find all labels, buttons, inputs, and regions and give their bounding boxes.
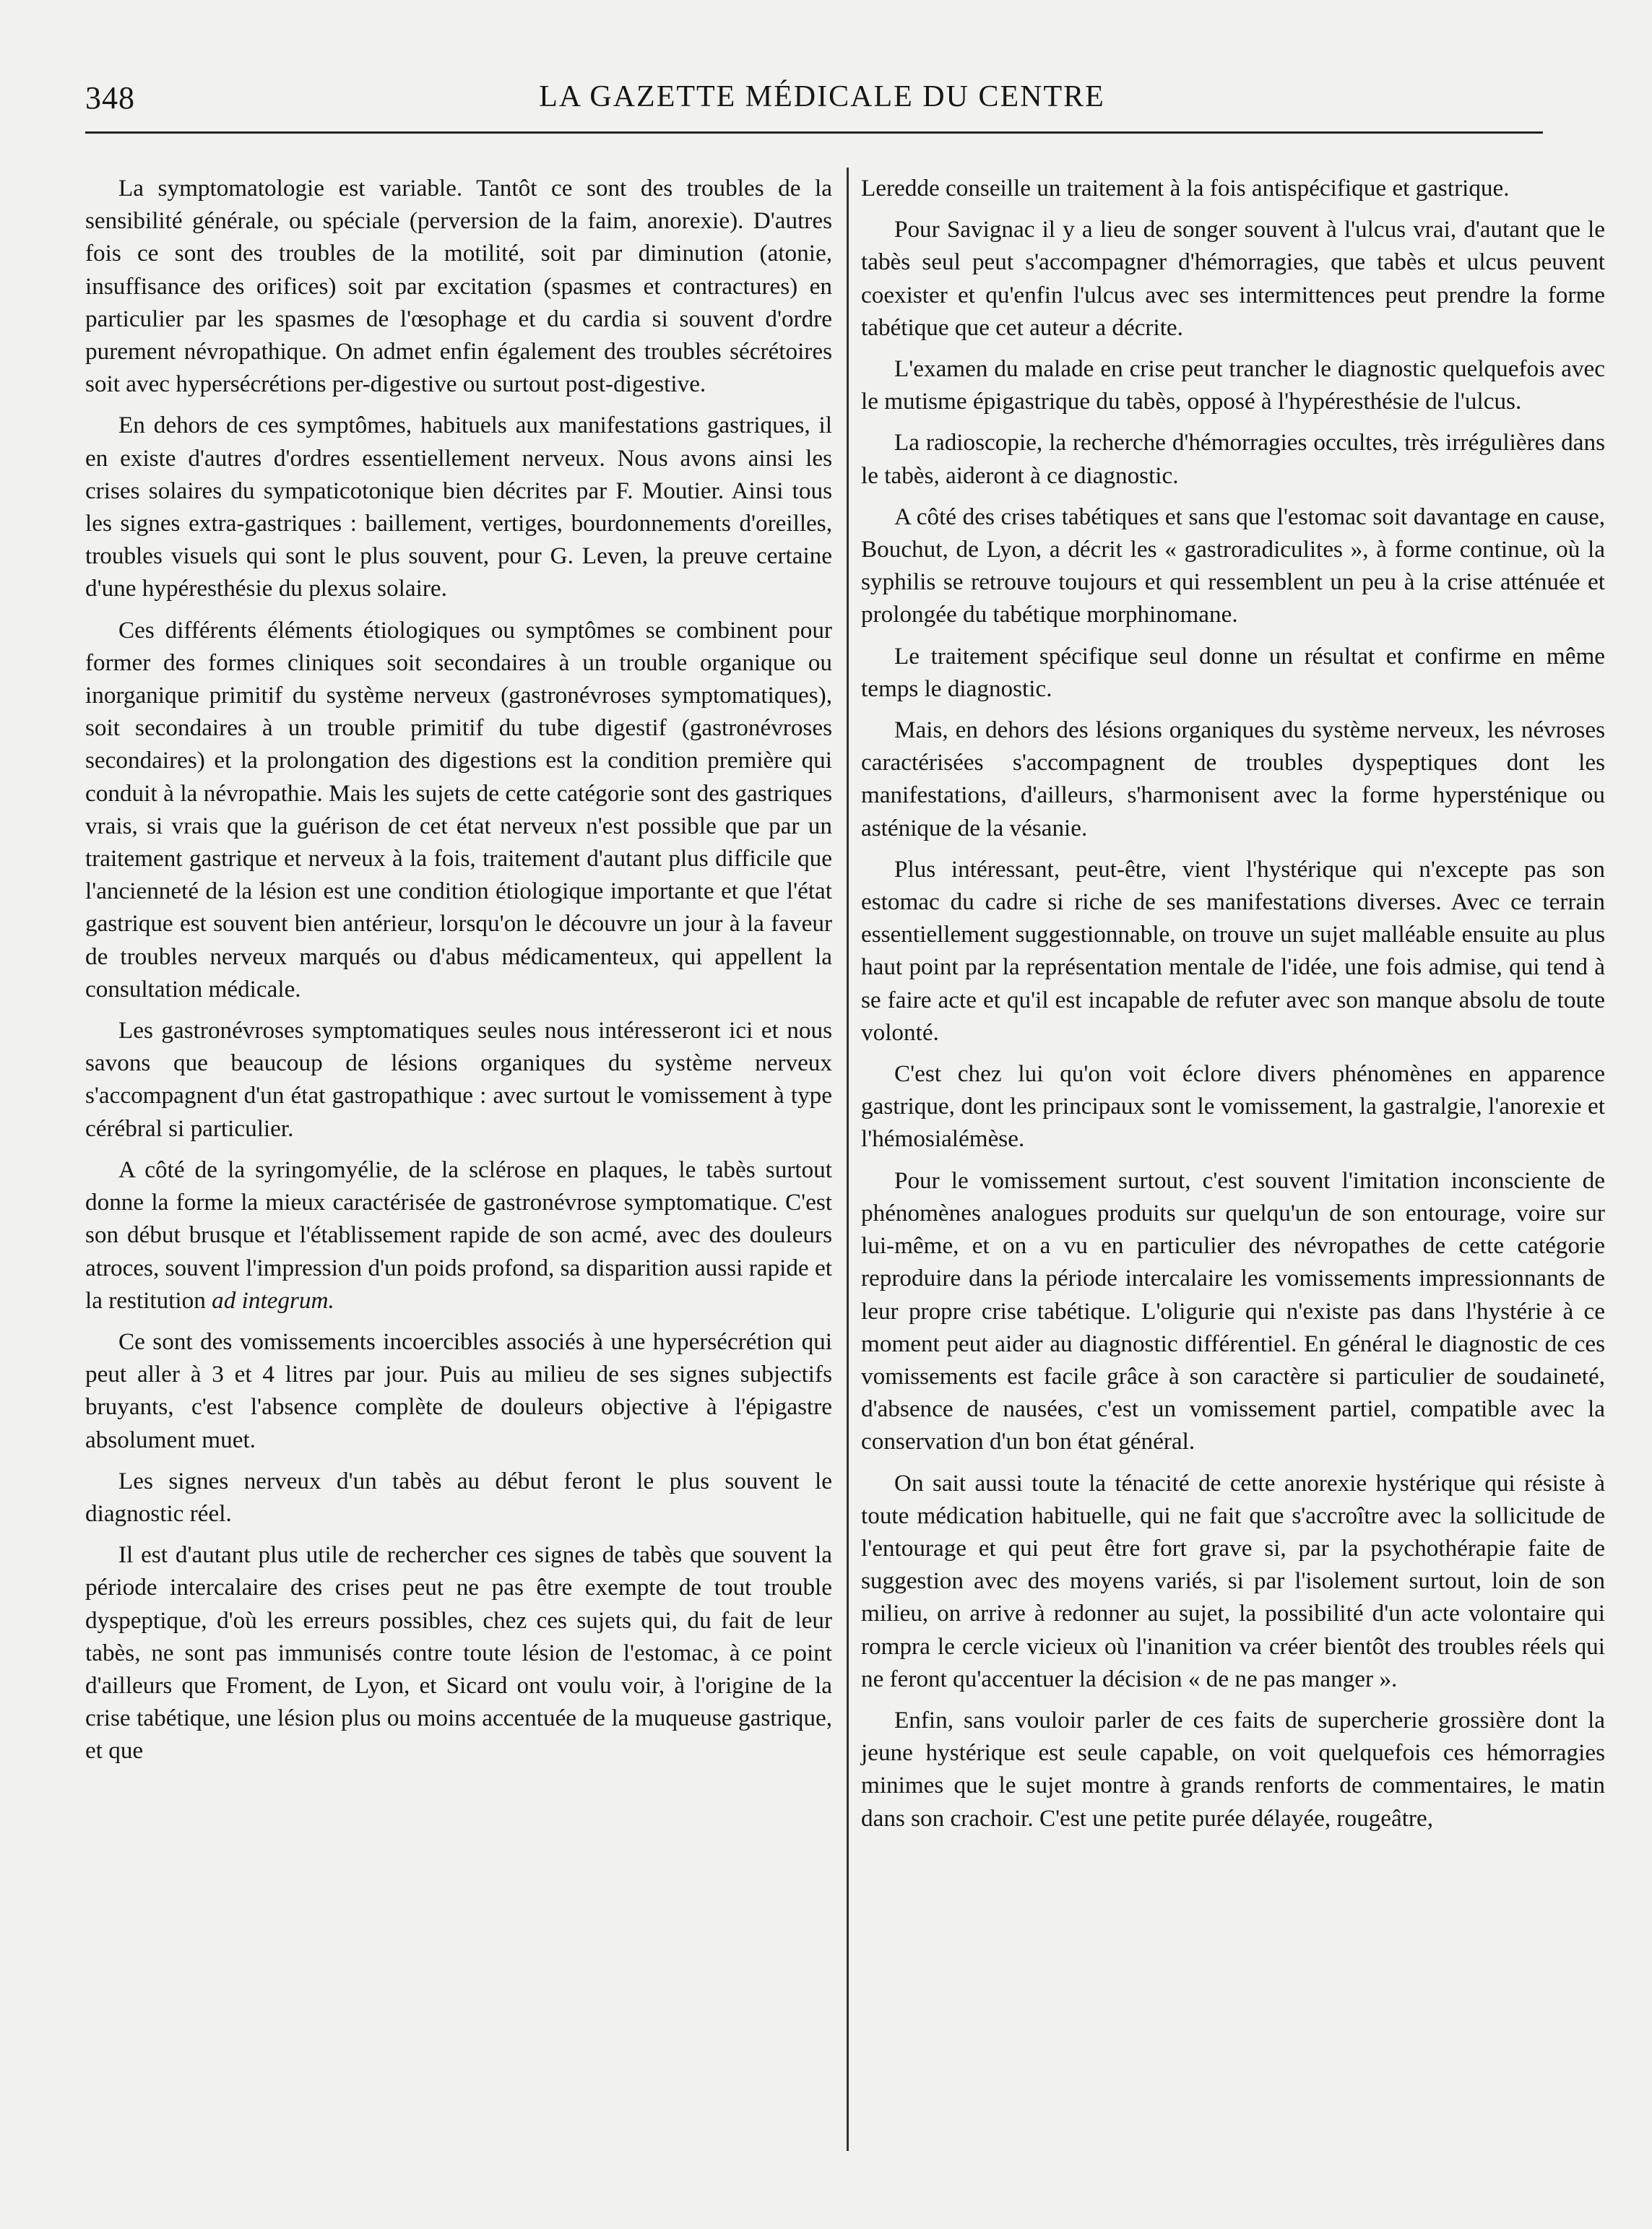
paragraph: La radioscopie, la recherche d'hémorragies occultes, très irrégulières dans le tabès, aideront à ce diagnostic.	[861, 429, 1605, 489]
paragraph: A côté des crises tabétiques et sans que l'estomac soit davantage en cause, Bouchut, de Lyon, a décrit les « gastroradiculites », à forme continue, où la syphilis se retrouve toujours et qui ressemblent un peu à la crise atténuée et prolongée du tabétique morphinomane.	[861, 503, 1605, 628]
page-number: 348	[85, 80, 135, 116]
paragraph: Pour Savignac il y a lieu de songer souvent à l'ulcus vrai, d'autant que le tabès seul peut s'accompagner d'hémorragies, que tabès et ulcus peuvent coexister et qu'enfin l'ulcus avec ses intermittences peut prendre la forme tabétique que cet auteur a décrite.	[861, 216, 1605, 341]
left-column	[85, 172, 832, 1776]
paragraph: Le traitement spécifique seul donne un résultat et confirme en même temps le diagnostic.	[861, 642, 1605, 702]
paragraph: Ces différents éléments étiologiques ou symptômes se combinent pour former des formes cliniques soit secondaires à un trouble organique ou inorganique primitif du système nerveux (gastronévroses symptomatiques), soit secondaires à un trouble primitif du tube digestif (gastronévroses secondaires) et la prolongation des digestions est la condition première qui conduit à la névropathie. Mais les sujets de cette catégorie sont des gastriques vrais, si vrais que la guérison de cet état nerveux n'est possible que par un traitement gastrique et nerveux à la fois, traitement d'autant plus difficile que l'ancienneté de la lésion est une condition étiologique importante et que l'état gastrique est souvent bien antérieur, lorsqu'on le découvre un jour à la faveur de troubles nerveux marqués ou d'abus médicamenteux, qui appellent la consultation médicale.	[85, 616, 832, 1003]
paragraph: Enfin, sans vouloir parler de ces faits de supercherie grossière dont la jeune hystérique est seule capable, on voit quelquefois ces hémorragies minimes que le sujet montre à grands renforts de commentaires, le matin dans son crachoir. C'est une petite purée délayée, rougeâtre,	[861, 1706, 1605, 1832]
paragraph-continued: Leredde conseille un traitement à la fois antispécifique et gastrique.	[861, 175, 1510, 202]
paragraph: Ce sont des vomissements incoercibles associés à une hypersécrétion qui peut aller à 3 et 4 litres par jour. Puis au milieu de ses signes subjectifs bruyants, c'est l'absence complète de douleurs objective à l'épigastre absolument muet.	[85, 1328, 832, 1453]
paragraph: En dehors de ces symptômes, habituels aux manifestations gastriques, il en existe d'autres d'ordres essentiellement nerveux. Nous avons ainsi les crises solaires du sympaticotonique bien décrites par F. Moutier. Ainsi tous les signes extra-gastriques : baillement, vertiges, bourdonnements d'oreilles, troubles visuels qui sont le plus souvent, pour G. Leven, la preuve certaine d'une hypéresthésie du plexus solaire.	[85, 412, 832, 602]
paragraph-text: A côté de la syringomyélie, de la sclérose en plaques, le tabès surtout donne la forme la mieux caractérisée de gastronévrose symptomatique. C'est son début brusque et l'établissement rapide de son acmé, avec des douleurs atroces, souvent l'impression d'un poids profond, sa disparition aussi rapide et la restitution	[85, 1156, 832, 1314]
paragraph: Les signes nerveux d'un tabès au début feront le plus souvent le diagnostic réel.	[85, 1467, 832, 1527]
paragraph	[85, 1154, 832, 1317]
paragraph: Plus intéressant, peut-être, vient l'hystérique qui n'excepte pas son estomac du cadre si riche de ses manifestations diverses. Avec ce terrain essentiellement suggestionnable, on trouve un sujet malléable ensuite au plus haut point par la représentation mentale de l'idée, une fois admise, qui tend à se faire acte et qu'il est incapable de refuter avec son manque absolu de toute volonté.	[861, 855, 1605, 1046]
latin-phrase: ad integrum.	[212, 1286, 334, 1314]
column-divider	[847, 168, 849, 2151]
paragraph: L'examen du malade en crise peut trancher le diagnostic quelquefois avec le mutisme épigastrique du tabès, opposé à l'hypéresthésie de l'ulcus.	[861, 355, 1605, 415]
paragraph: Mais, en dehors des lésions organiques du système nerveux, les névroses caractérisées s'accompagnent de troubles dyspeptiques dont les manifestations, d'ailleurs, s'harmonisent avec la forme hypersténique ou asténique de la vésanie.	[861, 717, 1605, 841]
page-header	[85, 75, 1559, 126]
header-rule	[85, 131, 1543, 134]
paragraph: La symptomatologie est variable. Tantôt ce sont des troubles de la sensibilité générale, ou spéciale (perversion de la faim, anorexie). D'autres fois ce sont des troubles de la motilité, soit par diminution (atonie, insuffisance des orifices) soit par excitation (spasmes et contractures) en particulier par les spasmes de l'œsophage et du cardia si souvent d'ordre purement névropathique. On admet enfin également des troubles sécrétoires soit avec hypersécrétions per-digestive ou surtout post-digestive.	[85, 175, 832, 398]
paragraph: On sait aussi toute la ténacité de cette anorexie hystérique qui résiste à toute médication habituelle, qui ne fait que s'accroître avec la sollicitude de l'entourage et qui peut être fort grave si, par la psychothérapie faite de suggestion avec des moyens variés, si par l'isolement surtout, loin de son milieu, on arrive à redonner au sujet, la possibilité d'un acte volontaire qui rompra le cercle vicieux où l'inanition va créer bientôt des troubles réels qui ne feront qu'accentuer la décision « de ne pas manger ».	[861, 1469, 1605, 1692]
paragraph: Pour le vomissement surtout, c'est souvent l'imitation inconsciente de phénomènes analogues produits sur quelqu'un de son entourage, voire sur lui-même, et on a vu en particulier des névropathes de cette catégorie reproduire dans la période intercalaire les vomissements impressionnants de leur propre crise tabétique. L'oligurie qui n'existe pas dans l'hystérie à ce moment peut aider au diagnostic différentiel. En général le diagnostic de ces vomissements est facile grâce à son caractère si particulier de soudaineté, d'absence de nausées, c'est un vomissement partiel, compatible avec la conservation d'un bon état général.	[861, 1167, 1605, 1455]
journal-title: LA GAZETTE MÉDICALE DU CENTRE	[539, 80, 1105, 113]
paragraph: C'est chez lui qu'on voit éclore divers phénomènes en apparence gastrique, dont les principaux sont le vomissement, la gastralgie, l'anorexie et l'hémosialémèse.	[861, 1060, 1605, 1153]
paragraph: Il est d'autant plus utile de rechercher ces signes de tabès que souvent la période intercalaire des crises peut ne pas être exempte de tout trouble dyspeptique, d'où les erreurs possibles, chez ces sujets qui, du fait de leur tabès, ne sont pas immunisés contre toute lésion de l'estomac, à ce point d'ailleurs que Froment, de Lyon, et Sicard ont voulu voir, à l'origine de la crise tabétique, une lésion plus ou moins accentuée de la muqueuse gastrique, et que	[85, 1541, 832, 1765]
right-column	[861, 172, 1605, 1843]
paragraph: Les gastronévroses symptomatiques seules nous intéresseront ici et nous savons que beaucoup de lésions organiques du système nerveux s'accompagnent d'un état gastropathique : avec surtout le vomissement à type cérébral si particulier.	[85, 1017, 832, 1142]
